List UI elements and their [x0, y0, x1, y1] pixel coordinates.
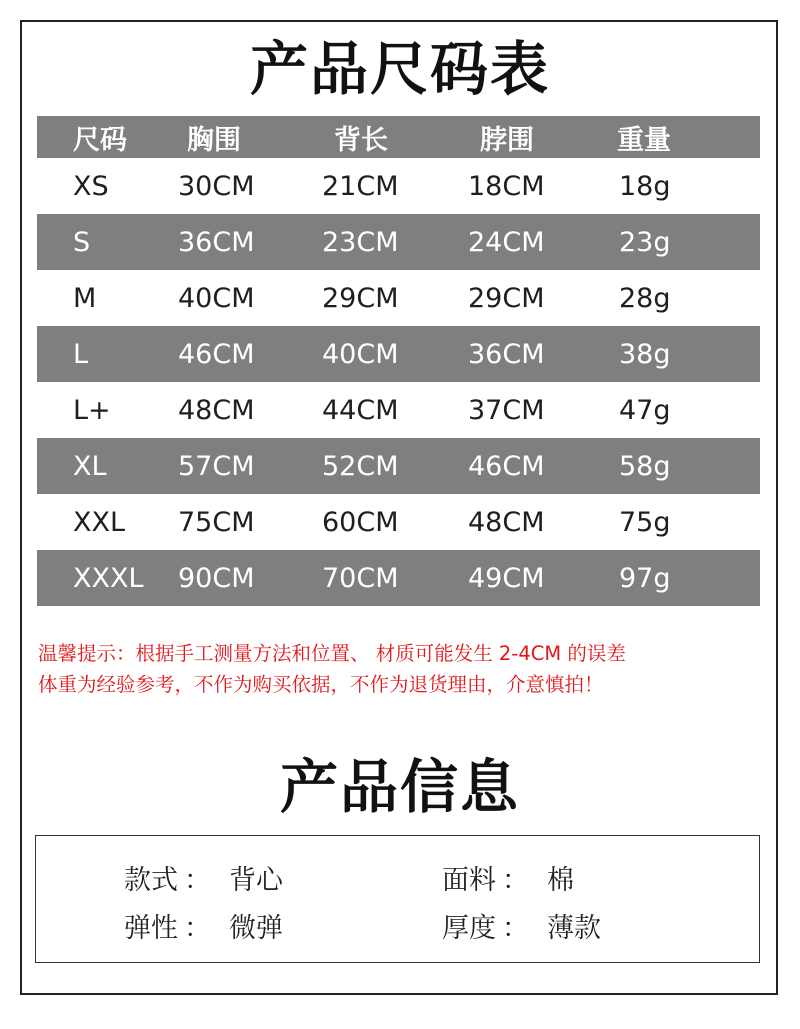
neck-cell: 37CM	[468, 394, 545, 426]
table-row	[37, 550, 760, 606]
size-cell: S	[73, 226, 91, 258]
header-chest: 胸围	[187, 124, 241, 156]
chest-cell: 36CM	[178, 226, 255, 258]
back-length-cell: 23CM	[322, 226, 399, 258]
table-row	[37, 270, 760, 326]
back-length-cell: 70CM	[322, 562, 399, 594]
notice-line-2: 体重为经验参考，不作为购买依据，不作为退货理由，介意慎拍！	[38, 673, 604, 696]
info-separator: ：	[184, 865, 211, 896]
neck-cell: 36CM	[468, 338, 545, 370]
table-row	[37, 438, 760, 494]
info-elasticity	[124, 906, 283, 945]
table-row	[37, 158, 760, 214]
weight-cell: 58g	[619, 450, 671, 482]
info-label: 弹性	[124, 913, 178, 944]
back-length-cell: 60CM	[322, 506, 399, 538]
table-row	[37, 382, 760, 438]
weight-cell: 38g	[619, 338, 671, 370]
back-length-cell: 52CM	[322, 450, 399, 482]
info-value: 棉	[547, 865, 574, 896]
size-cell: XS	[73, 170, 109, 202]
info-value: 微弹	[229, 913, 283, 944]
weight-cell: 47g	[619, 394, 671, 426]
info-label: 面料	[442, 865, 496, 896]
chest-cell: 90CM	[178, 562, 255, 594]
chest-cell: 40CM	[178, 282, 255, 314]
neck-cell: 18CM	[468, 170, 545, 202]
table-header-row	[37, 116, 760, 158]
size-cell: XXXL	[73, 562, 144, 594]
chest-cell: 46CM	[178, 338, 255, 370]
back-length-cell: 21CM	[322, 170, 399, 202]
size-cell: L	[73, 338, 89, 370]
weight-cell: 28g	[619, 282, 671, 314]
table-row	[37, 494, 760, 550]
info-style	[124, 858, 283, 897]
header-back-length: 背长	[334, 124, 388, 156]
info-label: 款式	[124, 865, 178, 896]
measurement-notice	[38, 638, 768, 700]
neck-cell: 46CM	[468, 450, 545, 482]
neck-cell: 49CM	[468, 562, 545, 594]
weight-cell: 75g	[619, 506, 671, 538]
weight-cell: 97g	[619, 562, 671, 594]
header-weight: 重量	[617, 124, 671, 156]
header-neck: 脖围	[480, 124, 534, 156]
info-separator: ：	[184, 913, 211, 944]
weight-cell: 18g	[619, 170, 671, 202]
product-info-title: 产品信息	[279, 753, 520, 821]
notice-line-1: 温馨提示：根据手工测量方法和位置、 材质可能发生 2-4CM 的误差	[38, 642, 626, 665]
product-info-box	[35, 835, 760, 963]
chest-cell: 48CM	[178, 394, 255, 426]
back-length-cell: 44CM	[322, 394, 399, 426]
size-cell: XXL	[73, 506, 126, 538]
info-thickness	[442, 906, 601, 945]
info-label: 厚度	[442, 913, 496, 944]
neck-cell: 48CM	[468, 506, 545, 538]
info-separator: ：	[502, 865, 529, 896]
header-size: 尺码	[73, 124, 127, 156]
size-chart-title: 产品尺码表	[249, 35, 550, 103]
chest-cell: 57CM	[178, 450, 255, 482]
back-length-cell: 40CM	[322, 338, 399, 370]
neck-cell: 24CM	[468, 226, 545, 258]
table-row	[37, 326, 760, 382]
chest-cell: 75CM	[178, 506, 255, 538]
weight-cell: 23g	[619, 226, 671, 258]
info-value: 背心	[229, 865, 283, 896]
back-length-cell: 29CM	[322, 282, 399, 314]
size-table	[37, 116, 760, 606]
size-cell: XL	[73, 450, 107, 482]
size-cell: L+	[73, 394, 111, 426]
size-cell: M	[73, 282, 97, 314]
info-fabric	[442, 858, 574, 897]
neck-cell: 29CM	[468, 282, 545, 314]
chest-cell: 30CM	[178, 170, 255, 202]
info-value: 薄款	[547, 913, 601, 944]
table-row	[37, 214, 760, 270]
info-separator: ：	[502, 913, 529, 944]
